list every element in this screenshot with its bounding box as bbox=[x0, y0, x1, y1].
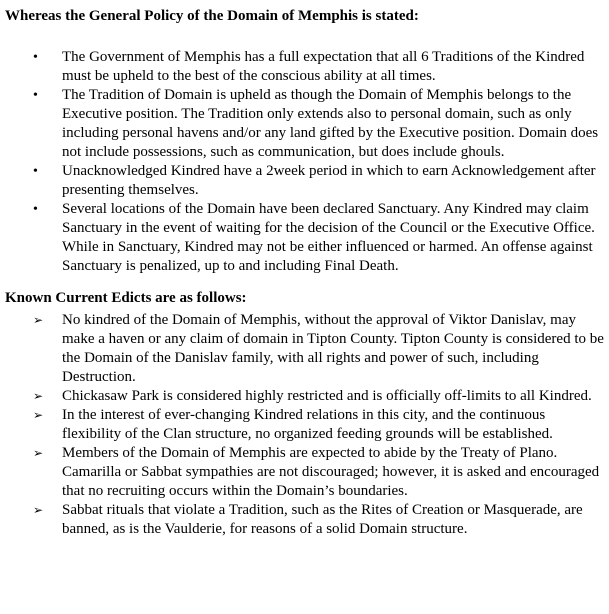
list-item bbox=[5, 48, 605, 86]
list-item-text: Unacknowledged Kindred have a 2week period in which to earn Acknowledgement after presenting themselves. bbox=[62, 163, 596, 198]
policy-document bbox=[5, 7, 605, 539]
list-item-text: The Government of Memphis has a full expectation that all 6 Traditions of the Kindred must be upheld to the best of the conscious ability at all times. bbox=[62, 49, 585, 84]
list-item bbox=[5, 162, 605, 200]
list-item-text: No kindred of the Domain of Memphis, without the approval of Viktor Danislav, may make a haven or any claim of domain in Tipton County. Tipton County is considered to be the Domain of the Danislav family, with all rights and power of such, including Destruction. bbox=[62, 312, 604, 385]
list-item bbox=[5, 444, 605, 501]
policy-heading: Whereas the General Policy of the Domain of Memphis is stated: bbox=[5, 8, 419, 24]
bullet-icon: • bbox=[33, 88, 38, 103]
list-item-text: Sabbat rituals that violate a Tradition, such as the Rites of Creation or Masquerade, are banned, as is the Vaulderie, for reasons of a solid Domain structure. bbox=[62, 502, 583, 537]
list-item-text: The Tradition of Domain is upheld as though the Domain of Memphis belongs to the Executive position. The Tradition only extends also to personal domain, such as only including personal havens and/or any land gifted by the Executive position. Domain does not include possessions, such as communication, but does include ghouls. bbox=[62, 87, 599, 160]
policy-list bbox=[5, 48, 605, 276]
edicts-heading: Known Current Edicts are as follows: bbox=[5, 290, 247, 306]
bullet-icon: • bbox=[33, 164, 38, 179]
arrow-bullet-icon: ➢ bbox=[33, 313, 44, 327]
list-item-text: Members of the Domain of Memphis are expected to abide by the Treaty of Plano. Camarilla or Sabbat sympathies are not discouraged; however, it is asked and encouraged that no recruiting occurs within the Domain’s boundaries. bbox=[62, 445, 600, 499]
arrow-bullet-icon: ➢ bbox=[33, 446, 44, 460]
list-item-text: Several locations of the Domain have been declared Sanctuary. Any Kindred may claim Sanctuary in the event of waiting for the decision of the Council or the Executive Office. While in Sanctuary, Kindred may not be either influenced or harmed. An offense against Sanctuary is penalized, up to and including Final Death. bbox=[62, 201, 595, 274]
arrow-bullet-icon: ➢ bbox=[33, 408, 44, 422]
list-item bbox=[5, 311, 605, 387]
list-item-text: In the interest of ever-changing Kindred relations in this city, and the continuous flexibility of the Clan structure, no organized feeding grounds will be established. bbox=[62, 407, 553, 442]
arrow-bullet-icon: ➢ bbox=[33, 503, 44, 517]
list-item-text: Chickasaw Park is considered highly restricted and is officially off-limits to all Kindred. bbox=[62, 388, 592, 404]
list-item bbox=[5, 387, 605, 406]
arrow-bullet-icon: ➢ bbox=[33, 389, 44, 403]
list-item bbox=[5, 406, 605, 444]
list-item bbox=[5, 200, 605, 276]
bullet-icon: • bbox=[33, 50, 38, 65]
bullet-icon: • bbox=[33, 202, 38, 217]
list-item bbox=[5, 501, 605, 539]
edicts-list bbox=[5, 311, 605, 539]
list-item bbox=[5, 86, 605, 162]
